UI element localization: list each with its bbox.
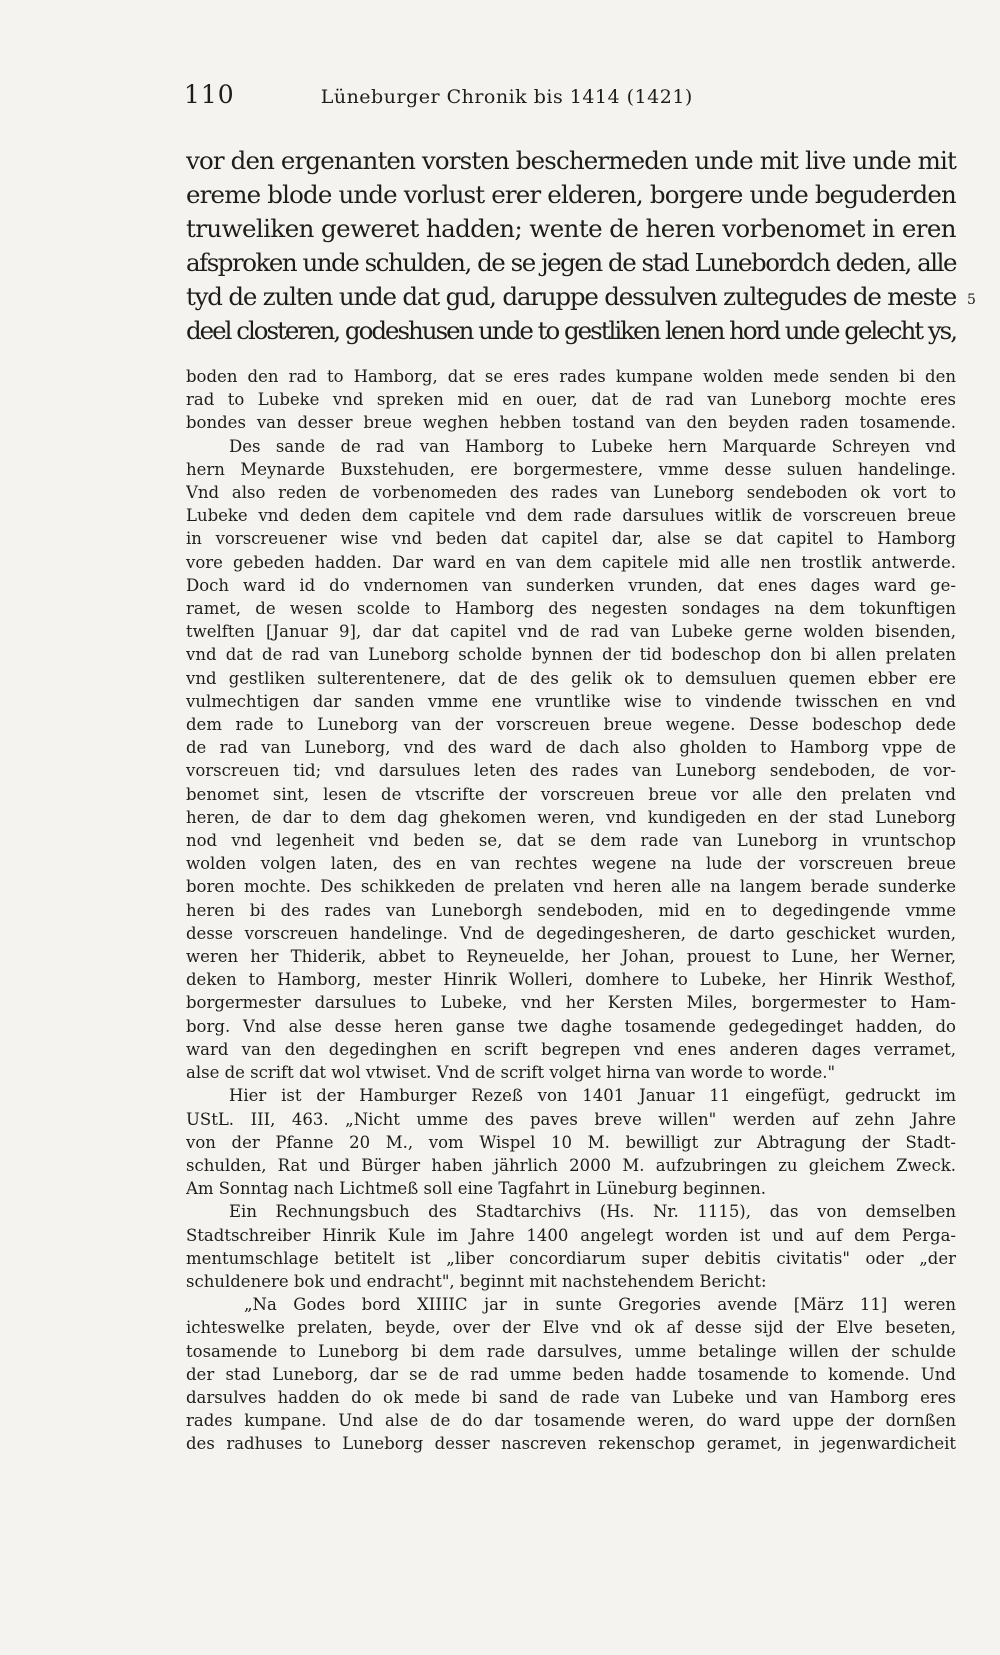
body-line-text: Am Sonntag nach Lichtmeß soll eine Tagfahrt in Lüneburg beginnen.: [186, 1179, 766, 1199]
body-line: [186, 783, 956, 806]
body-line: [186, 1432, 956, 1455]
body-line: [186, 1340, 956, 1363]
body-line-text: „Na Godes bord XIIIIC jar in sunte Gregories avende [März 11] weren: [244, 1295, 956, 1315]
body-line: [186, 411, 956, 434]
body-line: [186, 1270, 956, 1293]
body-line: [186, 504, 956, 527]
body-line-text: borg. Vnd alse desse heren ganse twe daghe tosamende gedegedinget hadden, do: [186, 1016, 956, 1036]
body-line: [186, 1247, 956, 1270]
body-line-text: benomet sint, lesen de vtscrifte der vorscreuen breue vor alle den prelaten vnd: [186, 784, 956, 804]
margin-line-number: 5: [967, 292, 976, 308]
body-line-text: heren bi des rades van Luneborgh sendeboden, mid en to degedingende vmme: [186, 900, 956, 920]
body-line-text: deken to Hamborg, mester Hinrik Wolleri, domhere to Lubeke, her Hinrik Westhof,: [186, 970, 956, 990]
body-line-text: rad to Lubeke vnd spreken mid en ouer, dat de rad van Luneborg mochte eres: [186, 390, 956, 410]
body-line-text: mentumschlage betitelt ist „liber concordiarum super debitis civitatis" oder „der: [186, 1248, 956, 1268]
body-line-text: dem rade to Luneborg van der vorscreuen breue wegene. Desse bodeschop dede: [186, 715, 956, 735]
body-line-text: wolden volgen laten, des en van rechtes wegene na lude der vorscreuen breue: [186, 854, 956, 874]
chronicle-quotation: [186, 144, 956, 347]
body-line: [186, 875, 956, 898]
body-line-text: rades kumpane. Und alse de do dar tosamende weren, do ward uppe der dornßen: [186, 1411, 956, 1431]
body-line-text: Lubeke vnd deden dem capitele vnd dem rade darsulues witlik de vorscreuen breue: [186, 506, 956, 526]
chronicle-line: ereme blode unde vorlust erer elderen, borgere unde beguderden: [186, 179, 956, 209]
body-line: [186, 1108, 956, 1131]
chronicle-line: vor den ergenanten vorsten beschermeden unde mit live unde mit: [186, 146, 956, 175]
body-line-text: tosamende to Luneborg bi dem rade darsulves, umme betalinge willen der schulde: [186, 1341, 956, 1361]
body-line-text: vorscreuen tid; vnd darsulues leten des rades van Luneborg sendeboden, de vor-: [186, 761, 956, 781]
body-line: [186, 1409, 956, 1432]
body-line-text: Doch ward id do vndernomen van sunderken vrunden, dat enes dages ward ge-: [186, 575, 956, 595]
body-line-text: weren her Thiderik, abbet to Reyneuelde, her Johan, prouest to Lune, her Werner,: [186, 947, 956, 967]
body-line: [186, 1386, 956, 1409]
body-line: [186, 458, 956, 481]
body-line: [186, 1084, 956, 1107]
body-line: [186, 736, 956, 759]
body-line-text: Ein Rechnungsbuch des Stadtarchivs (Hs. Nr. 1115), das von demselben: [229, 1202, 956, 1222]
body-line-text: Hier ist der Hamburger Rezeß von 1401 Januar 11 eingefügt, gedruckt im: [229, 1086, 956, 1106]
body-line: [186, 1038, 956, 1061]
chronicle-line: tyd de zulten unde dat gud, daruppe dessulven zultegudes de meste: [186, 281, 956, 311]
body-line: [186, 527, 956, 550]
body-line-text: vnd gestliken sulterentenere, dat de des gelik ok to demsuluen quemen ebber ere: [186, 668, 956, 688]
body-line: [186, 435, 956, 458]
body-line-text: boden den rad to Hamborg, dat se eres rades kumpane wolden mede senden bi den: [186, 367, 956, 386]
body-line: [186, 1061, 956, 1084]
body-line: [186, 667, 956, 690]
body-line-text: schuldenere bok und endracht", beginnt mit nachstehendem Bericht:: [186, 1271, 767, 1291]
body-line: [186, 690, 956, 713]
body-line: [186, 574, 956, 597]
body-line: [186, 597, 956, 620]
body-line: [186, 968, 956, 991]
body-text: [186, 365, 956, 1456]
running-header: [184, 80, 740, 120]
body-line-text: darsulves hadden do ok mede bi sand de rade van Lubeke und van Hamborg eres: [186, 1387, 956, 1407]
body-line: [186, 806, 956, 829]
body-line: [186, 1154, 956, 1177]
body-line-text: ramet, de wesen scolde to Hamborg des negesten sondages na dem tokunftigen: [186, 599, 956, 619]
body-line: [186, 1293, 956, 1316]
body-line-text: nod vnd legenheit vnd beden se, dat se dem rade van Luneborg in vruntschop: [186, 831, 956, 851]
body-line: [186, 899, 956, 922]
body-line: [186, 1177, 956, 1200]
body-line: [186, 829, 956, 852]
body-line: [186, 388, 956, 411]
body-line-text: heren, de dar to dem dag ghekomen weren, vnd kundigeden en der stad Luneborg: [186, 807, 956, 827]
body-line: [186, 620, 956, 643]
body-line: [186, 713, 956, 736]
body-line-text: in vorscreuener wise vnd beden dat capitel dar, alse se dat capitel to Hamborg: [186, 529, 956, 549]
body-line: [186, 759, 956, 782]
body-line: [186, 991, 956, 1014]
body-line: [186, 365, 956, 388]
body-line-text: vnd dat de rad van Luneborg scholde bynnen der tid bodeschop don bi allen prelaten: [186, 645, 956, 665]
body-line-text: ward van den degedinghen en scrift begrepen vnd enes anderen dages verramet,: [186, 1039, 956, 1059]
page-number: 110: [184, 80, 235, 109]
body-line-text: bondes van desser breue weghen hebben tostand van den beyden raden tosamende.: [186, 413, 956, 433]
body-line-text: alse de scrift dat wol vtwiset. Vnd de scrift volget hirna van worde to worde.": [186, 1063, 836, 1083]
body-line-text: des radhuses to Luneborg desser nascreven rekenschop geramet, in jegenwardicheit: [186, 1434, 956, 1454]
body-line-text: der stad Luneborg, dar se de rad umme beden hadde tosamende to komende. Und: [186, 1364, 956, 1384]
body-line: [186, 551, 956, 574]
body-line-text: Des sande de rad van Hamborg to Lubeke hern Marquarde Schreyen vnd: [229, 436, 956, 456]
body-line: [186, 922, 956, 945]
body-line-text: borgermester darsulues to Lubeke, vnd her Kersten Miles, borgermester to Ham-: [186, 993, 956, 1013]
body-line: [186, 1316, 956, 1339]
body-line: [186, 1200, 956, 1223]
chronicle-line: truweliken geweret hadden; wente de heren vorbenomet in eren: [186, 213, 956, 243]
body-line: [186, 1224, 956, 1247]
body-line-text: Vnd also reden de vorbenomeden des rades van Luneborg sendeboden ok vort to: [186, 483, 956, 503]
chronicle-line: afsproken unde schulden, de se jegen de stad Lunebordch deden, alle: [186, 247, 956, 277]
body-line-text: boren mochte. Des schikkeden de prelaten vnd heren alle na langem berade sunderke: [186, 877, 956, 897]
chronicle-line: deel closteren, godeshusen unde to gestliken lenen hord unde gelecht ys,: [186, 315, 956, 345]
body-line: [186, 1015, 956, 1038]
body-line: [186, 643, 956, 666]
body-line-text: von der Pfanne 20 M., vom Wispel 10 M. bewilligt zur Abtragung der Stadt-: [186, 1132, 956, 1152]
body-line: [186, 1131, 956, 1154]
body-line: [186, 945, 956, 968]
body-line-text: schulden, Rat und Bürger haben jährlich 2000 M. aufzubringen zu gleichem Zweck.: [186, 1155, 956, 1175]
body-line-text: de rad van Luneborg, vnd des ward de dach also gholden to Hamborg vppe de: [186, 738, 956, 758]
body-line-text: Stadtschreiber Hinrik Kule im Jahre 1400 angelegt worden ist und auf dem Perga-: [186, 1225, 956, 1245]
body-line-text: UStL. III, 463. „Nicht umme des paves breve willen" werden auf zehn Jahre: [186, 1109, 956, 1129]
body-line-text: ichteswelke prelaten, beyde, over der Elve vnd ok af desse sijd der Elve beseten,: [186, 1318, 956, 1338]
body-line-text: twelften [Januar 9], dar dat capitel vnd de rad van Lubeke gerne wolden bisenden,: [186, 622, 956, 642]
body-line: [186, 481, 956, 504]
body-line-text: vore gebeden hadden. Dar ward en van dem capitele mid alle nen trostlik antwerde.: [186, 552, 956, 572]
body-line-text: desse vorscreuen handelinge. Vnd de degedingesheren, de darto geschicket wurden,: [186, 923, 956, 943]
body-line-text: vulmechtigen dar sanden vmme ene vruntlike wise to vindende twisschen en vnd: [186, 691, 956, 711]
body-line: [186, 1363, 956, 1386]
body-line-text: hern Meynarde Buxstehuden, ere borgermestere, vmme desse suluen handelinge.: [186, 459, 956, 479]
body-line: [186, 852, 956, 875]
running-title: Lüneburger Chronik bis 1414 (1421): [320, 86, 693, 108]
